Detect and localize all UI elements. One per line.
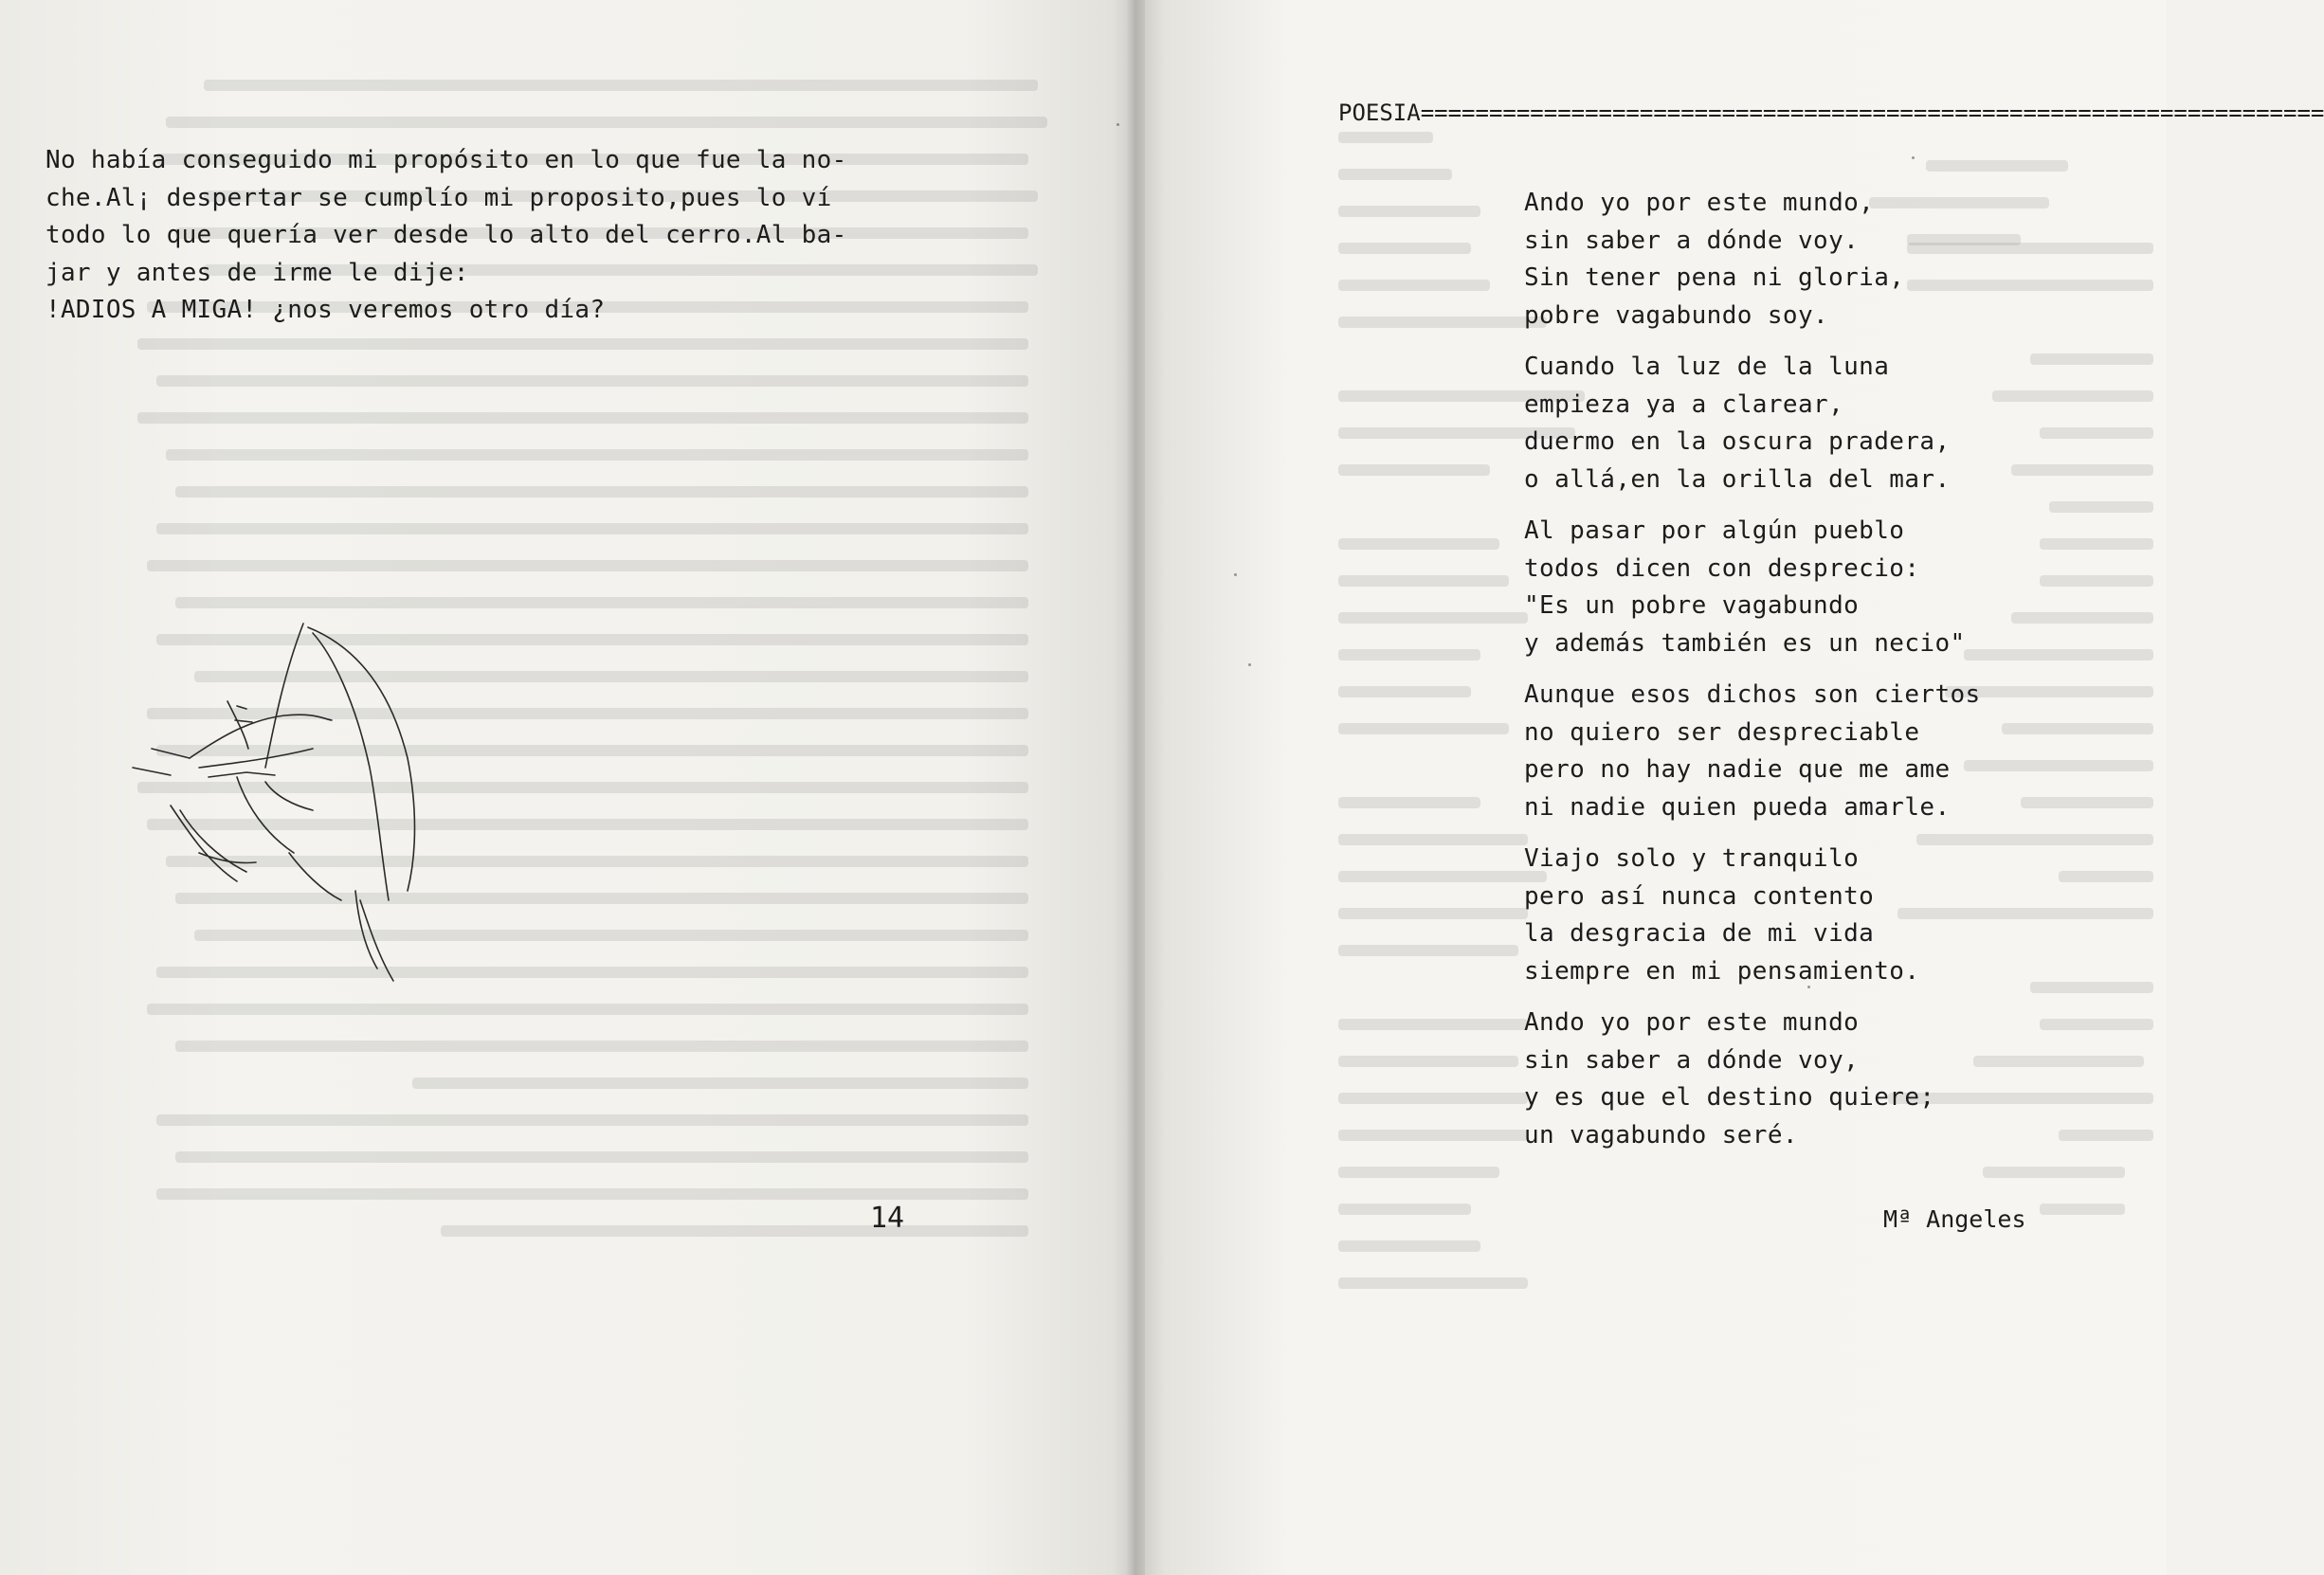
poem-line: todos dicen con desprecio: <box>1524 553 1920 583</box>
section-header: POESIA================================================================== <box>1338 100 2324 126</box>
poem <box>1524 185 2093 1168</box>
poem-line: Al pasar por algún pueblo <box>1524 516 1905 545</box>
stanza <box>1524 513 2093 662</box>
left-page <box>0 0 1135 1575</box>
poem-line: y es que el destino quiere; <box>1524 1083 1935 1112</box>
book-gutter <box>1126 0 1145 1575</box>
ink-speck <box>1248 663 1251 666</box>
prose-line: !ADIOS A MIGA! ¿nos veremos otro día? <box>45 296 606 324</box>
poem-line: ni nadie quien pueda amarle. <box>1524 792 1951 822</box>
poem-line: Viajo solo y tranquilo <box>1524 844 1860 873</box>
poem-line: Ando yo por este mundo <box>1524 1008 1860 1037</box>
poem-line: empieza ya a clarear, <box>1524 389 1844 419</box>
ink-speck <box>1234 573 1237 576</box>
prose-line: jar y antes de irme le dije: <box>45 258 469 287</box>
prose-line: che.Al¡ despertar se cumplío mi proposito,pues lo ví <box>45 183 832 212</box>
bird-sketch-icon <box>133 616 455 986</box>
poem-line: o allá,en la orilla del mar. <box>1524 464 1951 494</box>
poem-line: pero así nunca contento <box>1524 881 1875 911</box>
poem-line: Cuando la luz de la luna <box>1524 353 1890 381</box>
right-page <box>1135 0 2324 1575</box>
prose-line: No había conseguido mi propósito en lo que fue la no- <box>45 146 847 174</box>
poem-line: Sin tener pena ni gloria, <box>1524 263 1905 292</box>
ink-speck <box>1807 986 1810 988</box>
poem-line: un vagabundo seré. <box>1524 1120 1798 1150</box>
stanza <box>1524 185 2093 335</box>
poem-line: duermo en la oscura pradera, <box>1524 427 1951 456</box>
prose-line: todo lo que quería ver desde lo alto del cerro.Al ba- <box>45 221 847 249</box>
stanza <box>1524 349 2093 498</box>
poem-line: la desgracia de mi vida <box>1524 919 1875 948</box>
poem-line: Aunque esos dichos son ciertos <box>1524 680 1981 709</box>
poem-line: Ando yo por este mundo, <box>1524 189 1875 217</box>
ink-speck <box>1117 123 1119 126</box>
poem-line: no quiero ser despreciable <box>1524 717 1920 747</box>
poem-line: sin saber a dónde voy, <box>1524 1045 1860 1075</box>
poem-line: pero no hay nadie que me ame <box>1524 755 1951 784</box>
stanza <box>1524 1005 2093 1154</box>
ink-speck <box>1912 156 1915 159</box>
stanza <box>1524 677 2093 826</box>
poem-line: pobre vagabundo soy. <box>1524 300 1829 330</box>
prose-text <box>45 142 946 330</box>
poem-line: siempre en mi pensamiento. <box>1524 956 1920 986</box>
page-number: 14 <box>870 1202 905 1235</box>
poem-signature: Mª Angeles <box>1883 1205 2026 1233</box>
poem-line: sin saber a dónde voy. <box>1524 226 1860 255</box>
stanza <box>1524 841 2093 990</box>
poem-line: y además también es un necio" <box>1524 628 1966 658</box>
poem-line: "Es un pobre vagabundo <box>1524 591 1860 620</box>
